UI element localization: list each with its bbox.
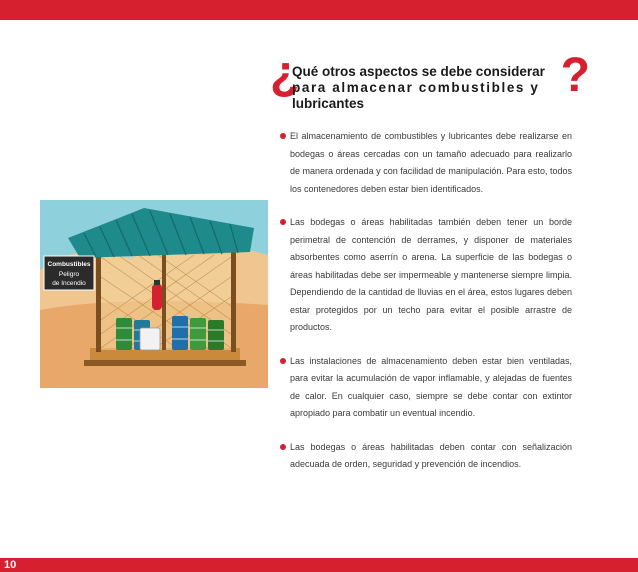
title-line-2: para almacenar combustibles y <box>292 80 540 95</box>
sign-line-3: de Incendio <box>52 280 86 287</box>
list-item <box>280 353 572 423</box>
open-question-mark: ¿ <box>270 47 300 100</box>
drum-blue-2 <box>172 316 188 350</box>
pallet-edge <box>84 360 246 366</box>
drum-green-3 <box>208 320 224 350</box>
bullet-dot <box>280 133 286 139</box>
drum-green <box>116 318 132 350</box>
post-middle <box>162 252 166 350</box>
page-number: 10 <box>4 559 17 571</box>
jerrycan <box>140 328 160 350</box>
page-title <box>270 47 590 116</box>
title-line-1: Qué otros aspectos se debe considerar <box>292 64 545 79</box>
pallet <box>90 348 240 362</box>
close-question-mark: ? <box>560 49 590 102</box>
sign-line-2: Peligro <box>58 271 80 278</box>
bullet-dot <box>280 219 286 225</box>
list-item <box>280 439 572 474</box>
list-item <box>280 128 572 198</box>
bottom-bar <box>0 558 638 572</box>
bullet-text: Las bodegas o áreas habilitadas deben contar con señalización adecuada de orden, seguridad y prevención de incendios. <box>290 441 572 469</box>
bullet-dot <box>280 444 286 450</box>
list-item <box>280 214 572 337</box>
fire-extinguisher <box>152 284 162 310</box>
bullet-text: Las bodegas o áreas habilitadas también deben tener un borde perimetral de contención de derrames, y disponer de materiales absorbentes como aserrín o arena. La superficie de las bodegas o áreas habilitadas debe ser impermeable y mantenerse siempre limpia. Dependiendo de la cantidad de lluvias en el área, estos lugares deben estar protegidos por un techo para evitar el posible arrastre de productos. <box>290 217 572 332</box>
bullet-text: El almacenamiento de combustibles y lubricantes debe realizarse en bodegas o áreas cercadas con un tamaño adecuado para realizarlo de manera ordenada y con facilidad de manipulación. Para esto, todos los contenedores deben estar bien identificados. <box>290 131 572 194</box>
bullet-text: Las instalaciones de almacenamiento deben estar bien ventiladas, para evitar la acumulación de vapor inflamable, y alejadas de fuentes de calor. En cualquier caso, siempre se debe contar con extintor apropiado para combatir un eventual incendio. <box>290 355 572 418</box>
post-left <box>96 248 101 352</box>
drum-green-2 <box>190 318 206 350</box>
title-line-3: lubricantes <box>292 96 365 111</box>
sign-line-1: Combustibles <box>47 261 91 268</box>
top-bar <box>0 0 638 20</box>
bullet-list <box>280 128 572 490</box>
bullet-dot <box>280 358 286 364</box>
shed-drawing <box>40 200 268 388</box>
storage-shed-illustration <box>40 200 268 388</box>
post-right <box>231 248 236 352</box>
